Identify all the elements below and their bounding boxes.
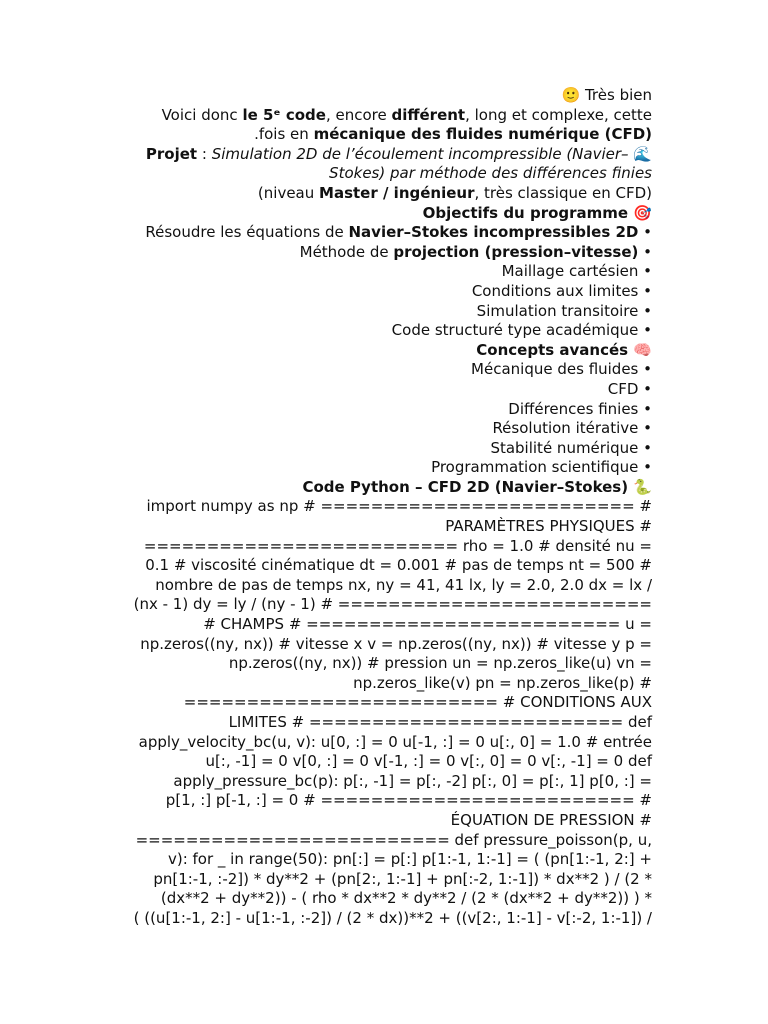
level-line: (niveau Master / ingénieur, très classique en CFD) [257,183,652,202]
code-line: ========================= # CONDITIONS AUX [183,693,652,712]
code-line: v): for _ in range(50): pn[:] = p[:] p[1:-1, 1:-1] = ( (pn[1:-1, 2:] + [167,850,652,869]
code-line: ========================= rho = 1.0 # densité nu = [143,536,652,555]
code-line: np.zeros_like(v) pn = np.zeros_like(p) # [353,673,652,692]
code-line: u[:, -1] = 0 v[0, :] = 0 v[-1, :] = 0 v[:, 0] = 0 v[:, -1] = 0 def [205,752,652,771]
intro-line-1: 🙂 Très bien [561,86,652,104]
intro-line-2: Voici donc le 5ᵉ code, encore différent, long et complexe, cette [161,105,652,124]
code-line: PARAMÈTRES PHYSIQUES # [445,517,652,536]
concept-item: Programmation scientifique • [431,458,652,477]
concept-item: Différences finies • [508,399,652,418]
project-line: Projet : Simulation 2D de l’écoulement incompressible (Navier– 🌊 [145,144,652,163]
code-line: ( ((u[1:-1, 2:] - u[1:-1, :-2]) / (2 * dx))**2 + ((v[2:, 1:-1] - v[:-2, 1:-1]) / [133,908,652,927]
concept-item: CFD • [607,379,652,398]
objective-item: Maillage cartésien • [501,262,652,281]
code-line: np.zeros((ny, nx)) # vitesse x v = np.zeros((ny, nx)) # vitesse y p = [140,634,652,653]
code-line: nombre de pas de temps nx, ny = 41, 41 lx, ly = 2.0, 2.0 dx = lx / [155,575,652,594]
code-line: (nx - 1) dy = ly / (ny - 1) # ========================= [133,595,652,614]
code-line: 0.1 # viscosité cinématique dt = 0.001 # pas de temps nt = 500 # [145,556,652,575]
code-line: np.zeros((ny, nx)) # pression un = np.zeros_like(u) vn = [228,654,652,673]
code-line: import numpy as np # ========================= # [146,497,652,516]
code-heading: Code Python – CFD 2D (Navier–Stokes) 🐍 [302,477,652,496]
code-line: pn[1:-1, :-2]) * dy**2 + (pn[2:, 1:-1] + pn[:-2, 1:-1]) * dx**2 ) / (2 * [153,869,652,888]
objective-item: Code structuré type académique • [391,321,652,340]
code-line: p[1, :] p[-1, :] = 0 # ========================= # [165,791,652,810]
objective-item: Conditions aux limites • [471,281,652,300]
code-line: apply_pressure_bc(p): p[:, -1] = p[:, -2] p[:, 0] = p[:, 1] p[0, :] = [173,771,652,790]
objectives-heading: Objectifs du programme 🎯 [422,203,652,222]
code-line: apply_velocity_bc(u, v): u[0, :] = 0 u[-1, :] = 0 u[:, 0] = 1.0 # entrée [138,732,652,751]
concept-item: Résolution itérative • [492,419,652,438]
project-line-2: Stokes) par méthode des différences finies [329,164,652,183]
wave-icon: 🌊 [628,144,652,163]
objective-item: Méthode de projection (pression–vitesse) • [299,242,652,261]
objective-item: Simulation transitoire • [476,301,652,320]
document-body [112,86,652,929]
concepts-heading: Concepts avancés 🧠 [476,340,652,359]
concept-item: Mécanique des fluides • [471,360,652,379]
intro-line-3: .fois en mécanique des fluides numérique (CFD) [254,125,652,144]
code-line: (dx**2 + dy**2)) - ( rho * dx**2 * dy**2 / (2 * (dx**2 + dy**2)) ) * [160,889,652,908]
code-line: LIMITES # ========================= def [228,713,652,731]
objective-item: Résoudre les équations de Navier–Stokes incompressibles 2D • [145,223,652,242]
code-line: # CHAMPS # ========================= u = [203,615,652,634]
code-line: ========================= def pressure_poisson(p, u, [135,830,652,849]
concept-item: Stabilité numérique • [490,438,652,457]
code-line: ÉQUATION DE PRESSION # [450,810,652,829]
